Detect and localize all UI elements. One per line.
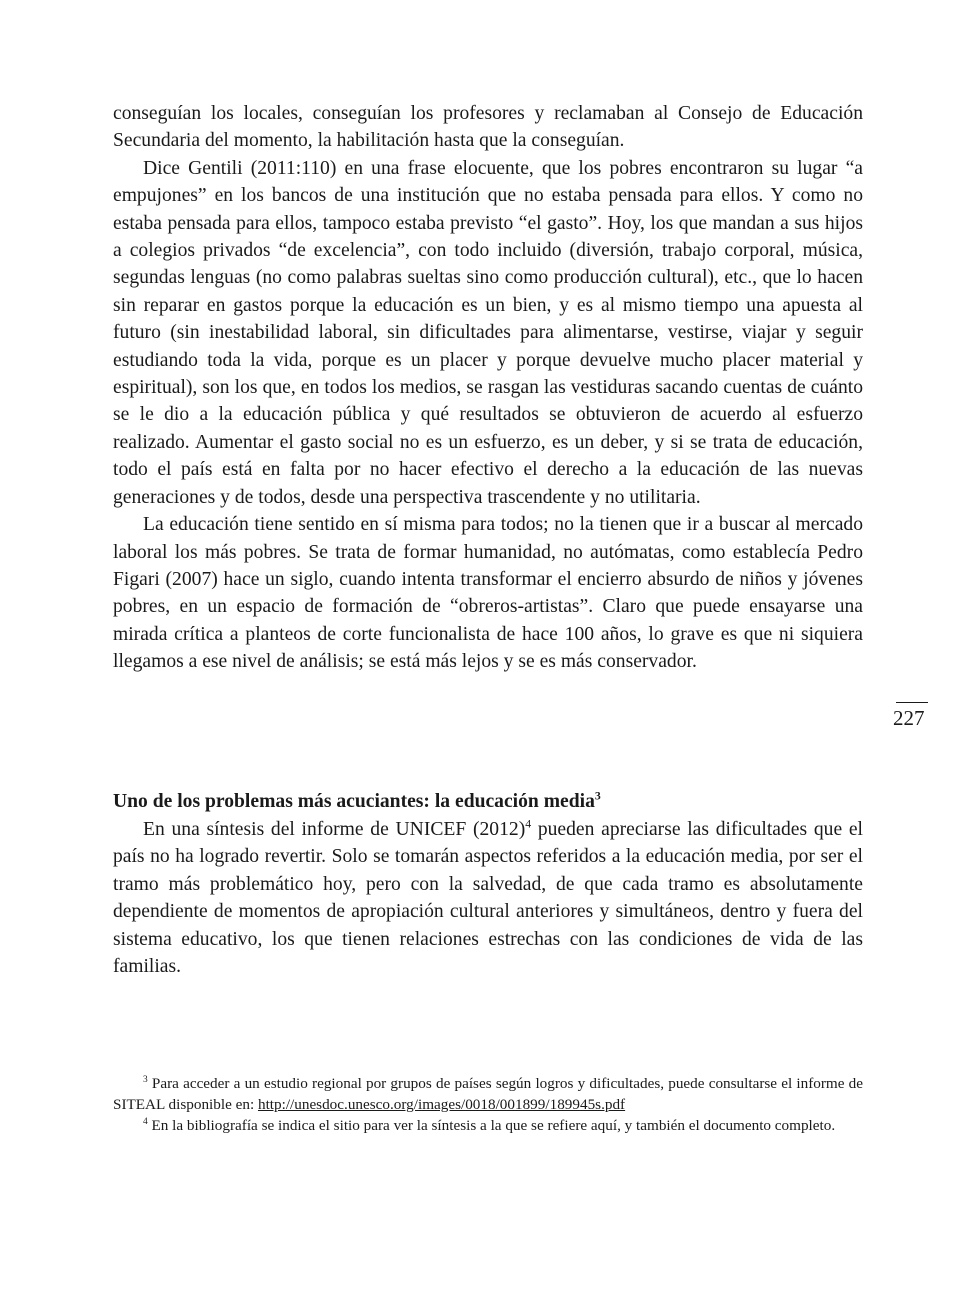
paragraph-unicef [113, 816, 863, 980]
page-number: 227 [893, 706, 925, 730]
footnote-4 [113, 1115, 863, 1136]
paragraph-unicef-start: En una síntesis del informe de UNICEF (2012) [143, 819, 526, 840]
footnote-3 [113, 1073, 863, 1115]
footnote-ref-3[interactable]: 3 [594, 789, 601, 803]
paragraph-continuation: conseguían los locales, conseguían los profesores y reclamaban al Consejo de Educación Secundaria del momento, la habilitación hasta que la conseguían. [113, 103, 863, 152]
body-text-top [113, 100, 863, 676]
footnote-4-text: En la bibliografía se indica el sitio para ver la síntesis a la que se refiere aquí, y también el documento completo. [147, 1117, 836, 1134]
footnote-mark-3: 3 [143, 1074, 148, 1085]
footnote-ref-4[interactable]: 4 [525, 817, 532, 831]
page-number-rule [896, 702, 928, 703]
section-heading [113, 788, 863, 815]
section-heading-text: Uno de los problemas más acuciantes: la educación media [113, 791, 595, 812]
paragraph-unicef-rest: pueden apreciarse las dificultades que el país no ha logrado revertir. Solo se tomarán aspectos referidos a la educación media, por ser el tramo más problemático hoy, pero con la salvedad, de que cada tramo es absolutamente dependiente de momentos de apropiación cultural anteriores y simultáneos, dentro y fuera del sistema educativo, los que tienen relaciones estrechas con las condiciones de vida de las familias. [113, 819, 863, 978]
paragraph-figari: La educación tiene sentido en sí misma para todos; no la tienen que ir a buscar al mercado laboral los más pobres. Se trata de formar humanidad, no autómatas, como establecía Pedro Figari (2007) hace un siglo, cuando intenta transformar el encierro absurdo de niños y jóvenes pobres, en un espacio de formación de “obreros-artistas”. Claro que puede ensayarse una mirada crítica a planteos de corte funcionalista de hace 100 años, lo grave es que ni siquiera llegamos a ese nivel de análisis; se está más lejos y se es más conservador. [113, 514, 863, 673]
body-text-section [113, 816, 863, 980]
footnote-3-text: Para acceder a un estudio regional por grupos de países según logros y dificultades, puede consultarse el informe de SITEAL disponible en: [113, 1075, 863, 1113]
paragraph-gentili: Dice Gentili (2011:110) en una frase elocuente, que los pobres encontraron su lugar “a empujones” en los bancos de una institución que no estaba pensada para ellos. Y como no estaba pensada para ellos, tampoco estaba previsto “el gasto”. Hoy, los que mandan a sus hijos a colegios privados “de excelencia”, con todo incluido (diversión, trabajo corporal, música, segundas lenguas (no como palabras sueltas sino como producción cultural), etc., que lo hacen sin reparar en gastos porque la educación es un bien, y es al mismo tiempo una apuesta al futuro (sin inestabilidad laboral, sin dificultades para alimentarse, vestirse, viajar y seguir estudiando toda la vida, porque es un placer y porque devuelve mucho placer material y espiritual), son los que, en todos los medios, se rasgan las vestiduras sacando cuentas de cuánto se le dio a la educación pública y qué resultados se obtuvieron de acuerdo al esfuerzo realizado. Aumentar el gasto social no es un esfuerzo, es un deber, y si se trata de educación, todo el país está en falta por no hacer efectivo el derecho a la educación de las nuevas generaciones y de todos, desde una perspectiva trascendente y no utilitaria. [113, 157, 863, 508]
siteal-report-link[interactable]: http://unesdoc.unesco.org/images/0018/001899/189945s.pdf [257, 1096, 626, 1113]
footnotes [113, 1073, 863, 1136]
footnote-mark-4: 4 [143, 1116, 148, 1127]
